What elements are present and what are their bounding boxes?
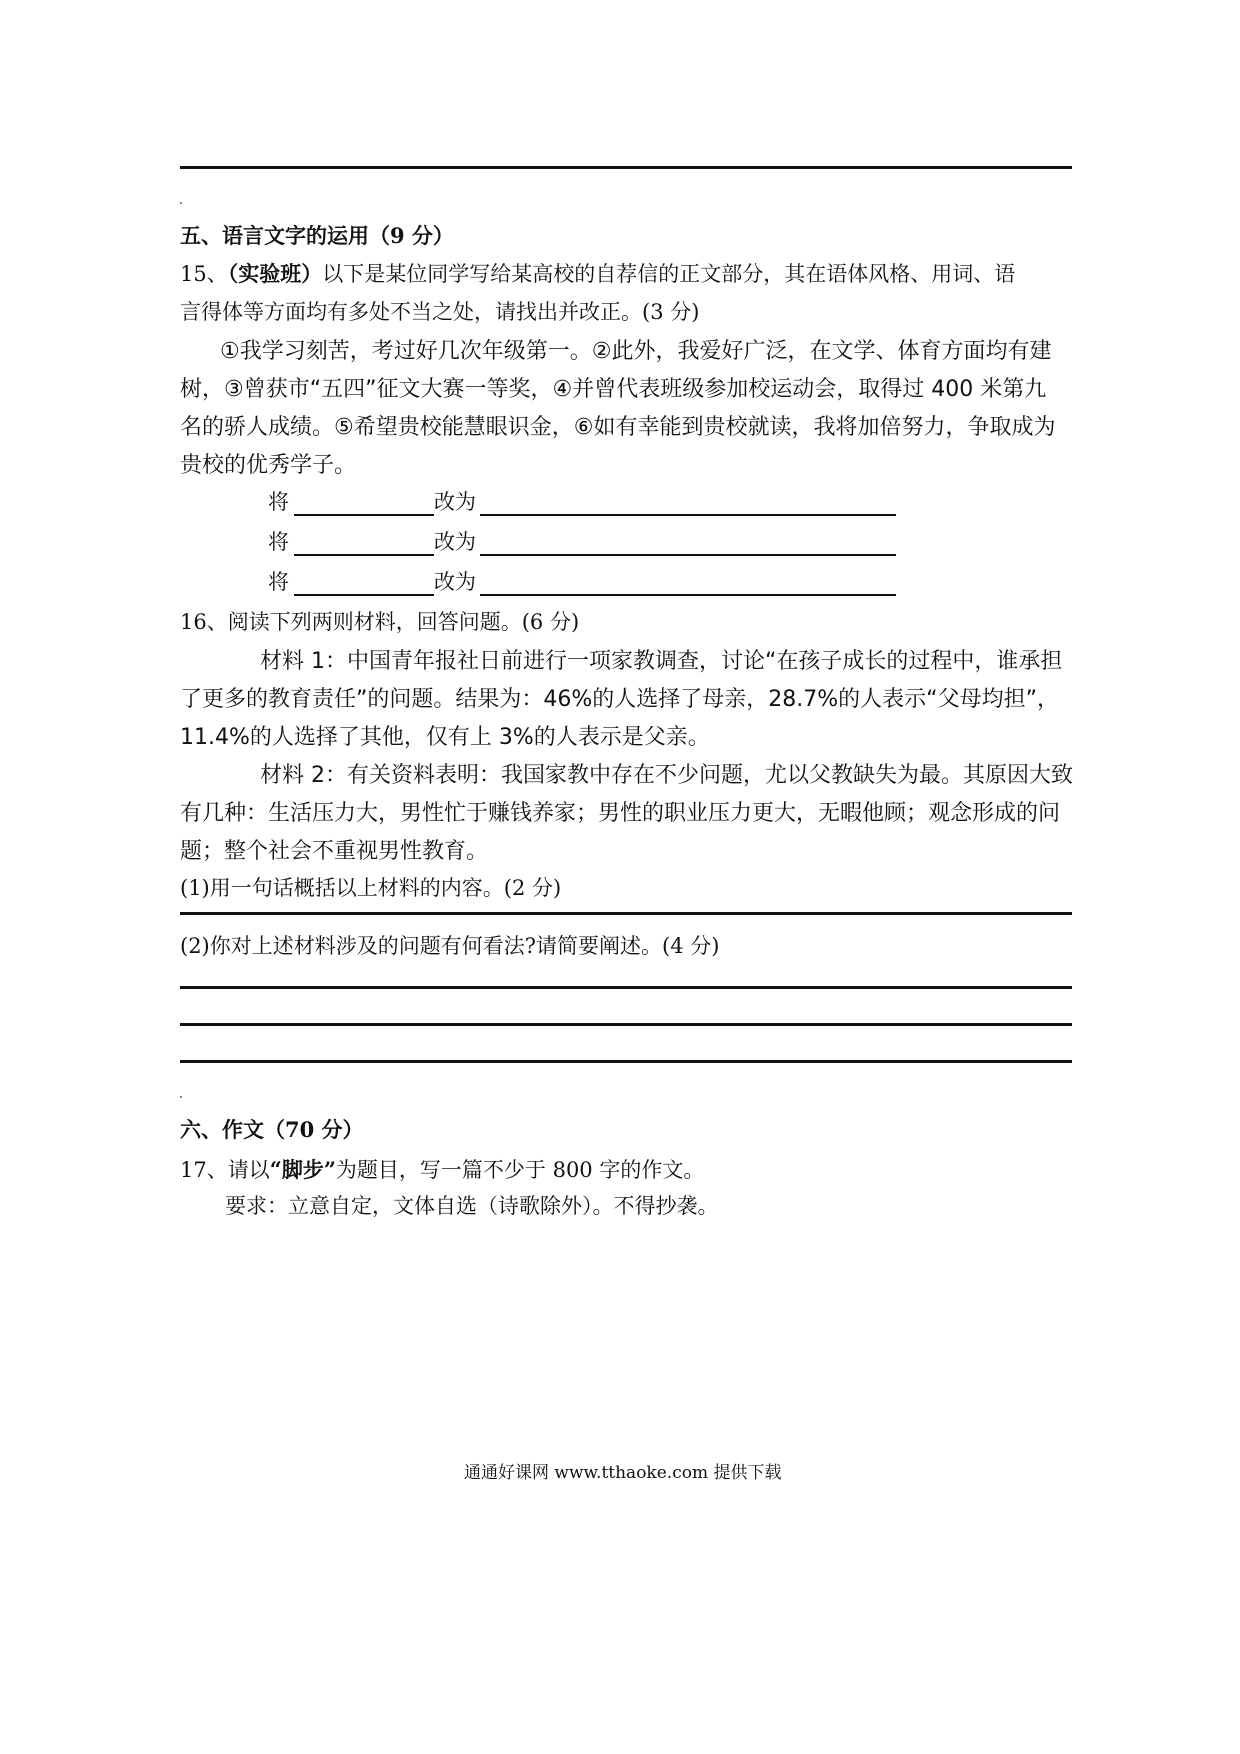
gaiwei-label: 改为 <box>434 490 476 514</box>
gaiwei-label: 改为 <box>434 570 476 594</box>
q15-passage-line: 贵校的优秀学子。 <box>180 453 357 478</box>
original-blank[interactable] <box>294 594 434 596</box>
q17-suffix: 为题目，写一篇不少于 800 字的作文。 <box>335 1158 705 1182</box>
q15-passage-line: 树，③曾获市“五四”征文大赛一等奖，④并曾代表班级参加校运动会，取得过 400 米第九 <box>180 377 1047 402</box>
material1-line: 材料 1：中国青年报社日前进行一项家教调查，讨论“在孩子成长的过程中，谁承担 <box>260 649 1063 674</box>
scan-speck <box>180 1096 182 1098</box>
correction-blank[interactable] <box>480 554 896 556</box>
q17-requirement: 要求：立意自定，文体自选（诗歌除外）。不得抄袭。 <box>225 1194 719 1218</box>
q16-prompt: 16、阅读下列两则材料，回答问题。(6 分) <box>180 610 580 634</box>
q15-passage-line: ①我学习刻苦，考过好几次年级第一。②此外，我爱好广泛，在文学、体育方面均有建 <box>220 339 1052 364</box>
material2-line: 题；整个社会不重视男性教育。 <box>180 839 489 864</box>
jiang-label: 将 <box>268 570 289 594</box>
answer-line[interactable] <box>180 912 1072 915</box>
q15-passage-line: 名的骄人成绩。⑤希望贵校能慧眼识金，⑥如有幸能到贵校就读，我将加倍努力，争取成为 <box>180 415 1056 440</box>
q15-prompt-line1 <box>180 258 1015 288</box>
q16-sub2: (2)你对上述材料涉及的问题有何看法?请简要阐述。(4 分) <box>180 934 720 958</box>
section-6-title: 六、作文（70 分） <box>180 1117 364 1142</box>
section-5-title: 五、语言文字的运用（9 分） <box>180 223 454 248</box>
scan-speck <box>180 202 182 204</box>
answer-line[interactable] <box>180 1023 1072 1026</box>
correction-blank[interactable] <box>480 594 896 596</box>
answer-line <box>180 166 1072 169</box>
jiang-label: 将 <box>268 530 289 554</box>
original-blank[interactable] <box>294 554 434 556</box>
original-blank[interactable] <box>294 514 434 516</box>
q15-number: 15、 <box>180 262 228 286</box>
material1-line: 11.4%的人选择了其他，仅有上 3%的人表示是父亲。 <box>180 725 710 750</box>
q17-topic: “脚步” <box>269 1157 336 1182</box>
jiang-label: 将 <box>268 490 289 514</box>
material1-line: 了更多的教育责任”的问题。结果为：46%的人选择了母亲，28.7%的人表示“父母均担”， <box>180 687 1059 712</box>
material2-line: 材料 2：有关资料表明：我国家教中存在不少问题，尤以父教缺失为最。其原因大致 <box>260 763 1073 788</box>
answer-line[interactable] <box>180 1060 1072 1063</box>
gaiwei-label: 改为 <box>434 530 476 554</box>
footer-text: 通通好课网 www.tthaoke.com 提供下载 <box>464 1463 782 1483</box>
q15-prompt-text: 以下是某位同学写给某高校的自荐信的正文部分，其在语体风格、用词、语 <box>322 262 1016 286</box>
q15-tag: （实验班） <box>227 261 323 286</box>
q17-prompt <box>180 1154 704 1184</box>
q17-prefix: 17、请以 <box>180 1158 270 1182</box>
q15-prompt-line2: 言得体等方面均有多处不当之处，请找出并改正。(3 分) <box>180 300 700 324</box>
material2-line: 有几种：生活压力大，男性忙于赚钱养家；男性的职业压力更大，无暇他顾；观念形成的问 <box>180 801 1061 826</box>
q16-sub1: (1)用一句话概括以上材料的内容。(2 分) <box>180 876 562 900</box>
answer-line[interactable] <box>180 986 1072 989</box>
correction-blank[interactable] <box>480 514 896 516</box>
